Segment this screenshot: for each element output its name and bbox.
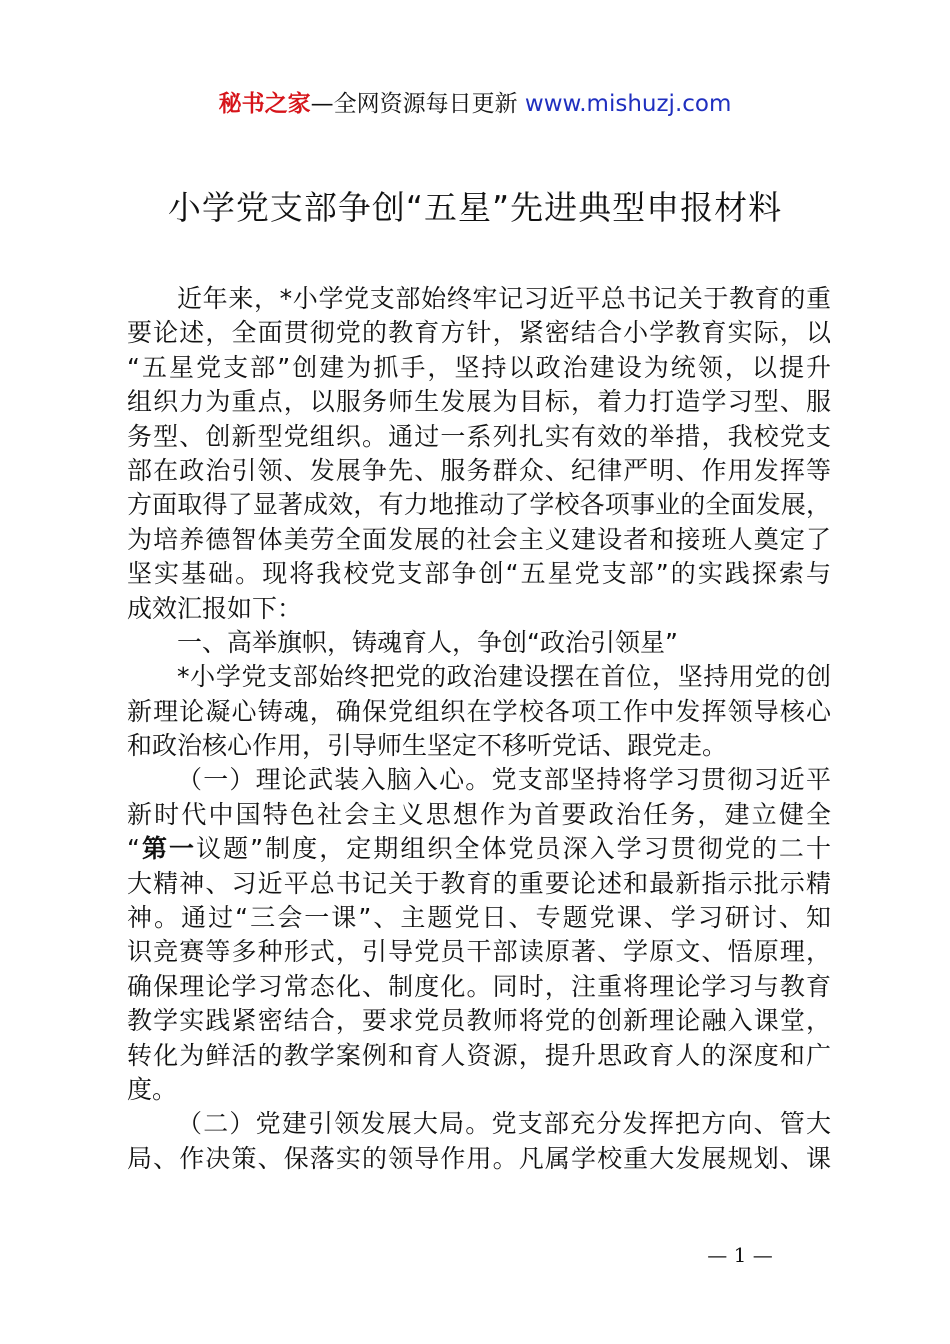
paragraph-line: 教学实践紧密结合，要求党员教师将党的创新理论融入课堂， [127,1006,831,1036]
document-title: 小学党支部争创“五星”先进典型申报材料 [167,188,783,227]
paragraph-line: 近年来，*小学党支部始终牢记习近平总书记关于教育的重 [177,284,831,313]
paragraph-line: 度。 [127,1074,178,1104]
paragraph-line: 识竞赛等多种形式，引导党员干部读原著、学原文、悟原理， [127,937,831,967]
section-heading: 一、高举旗帜，铸魂育人，争创“政治引领星” [177,627,678,657]
paragraph-line: 确保理论学习常态化、制度化。同时，注重将理论学习与教育 [127,971,831,1001]
paragraph-line: 务型、创新型党组织。通过一系列扎实有效的举措，我校党支 [127,421,831,451]
paragraph-line: 组织力为重点，以服务师生发展为目标，着力打造学习型、服 [127,387,831,417]
paragraph-line: 新时代中国特色社会主义思想作为首要政治任务，建立健全 [127,799,831,829]
paragraph-line: 部在政治引领、发展争先、服务群众、纪律严明、作用发挥等 [127,455,831,485]
paragraph-line: 方面取得了显著成效，有力地推动了学校各项事业的全面发展， [127,490,831,520]
header-slogan: —全网资源每日更新 [310,91,525,117]
bold-phrase: 第一 [139,834,197,864]
paragraph-line: 要论述，全面贯彻党的教育方针，紧密结合小学教育实际，以 [127,318,831,348]
site-url[interactable]: www.mishuzj.com [524,91,732,117]
paragraph-line: 局、作决策、保落实的领导作用。凡属学校重大发展规划、课 [127,1143,831,1173]
paragraph-line: 坚实基础。现将我校党支部争创“五星党支部”的实践探索与 [127,559,831,589]
paragraph-line [127,832,831,866]
quote-open: “ [127,834,140,864]
paragraph-line: 神。通过“三会一课”、主题党日、专题党课、学习研讨、知 [127,903,831,933]
document-body [127,282,831,1176]
paragraph-line: 成效汇报如下： [127,593,303,623]
line-rest: 议题”制度，定期组织全体党员深入学习贯彻党的二十 [196,834,831,864]
page-number: — 1 — [707,1243,773,1267]
paragraph-line: 为培养德智体美劳全面发展的社会主义建设者和接班人奠定了 [127,524,831,554]
paragraph-line: 大精神、习近平总书记关于教育的重要论述和最新指示批示精 [127,868,831,898]
paragraph-line: “五星党支部”创建为抓手，坚持以政治建设为统领，以提升 [127,352,831,382]
brand-name: 秘书之家 [218,91,311,117]
paragraph-line: （二）党建引领发展大局。党支部充分发挥把方向、管大 [177,1109,831,1139]
paragraph-line: *小学党支部始终把党的政治建设摆在首位，坚持用党的创 [177,662,831,692]
paragraph-line: 转化为鲜活的教学案例和育人资源，提升思政育人的深度和广 [127,1040,831,1070]
paragraph-line: 新理论凝心铸魂，确保党组织在学校各项工作中发挥领导核心 [127,696,831,726]
paragraph-line: 和政治核心作用，引导师生坚定不移听党话、跟党走。 [127,731,728,761]
paragraph-line: （一）理论武装入脑入心。党支部坚持将学习贯彻习近平 [177,765,831,795]
site-header [0,86,950,122]
